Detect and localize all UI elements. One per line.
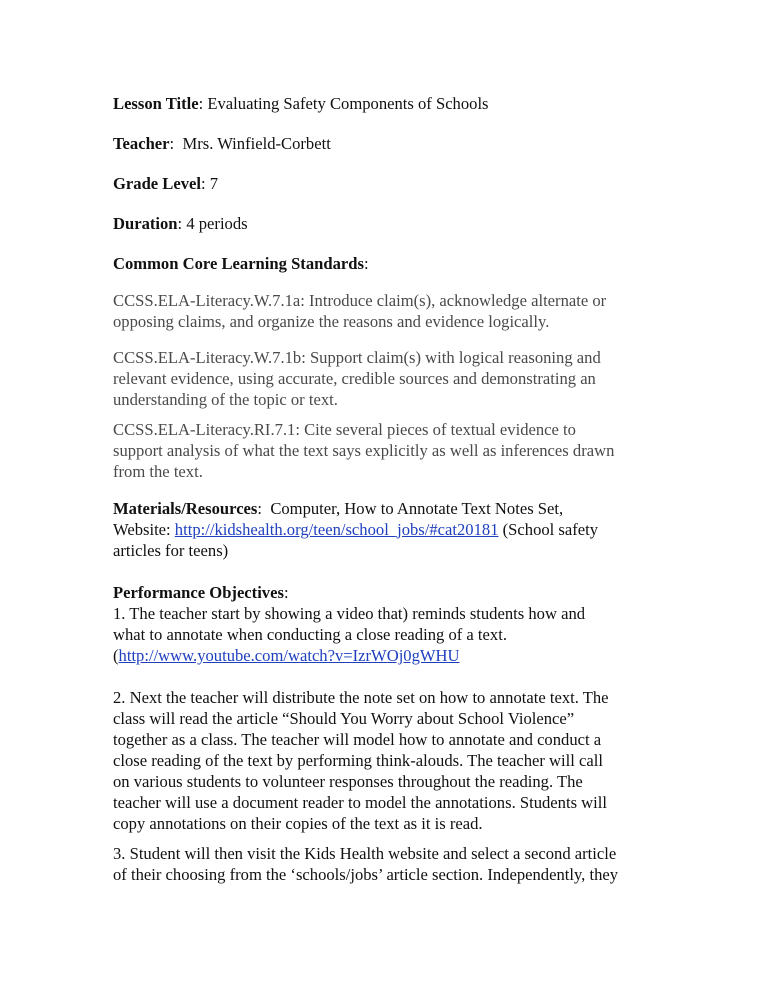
paren-open: ( bbox=[113, 646, 119, 665]
grade-level-value: 7 bbox=[209, 174, 219, 193]
standard-line: opposing claims, and organize the reasons and evidence logically. bbox=[113, 312, 550, 331]
colon: : bbox=[201, 174, 210, 193]
grade-level-line bbox=[113, 173, 218, 194]
objective-line: on various students to volunteer responses throughout the reading. The bbox=[113, 772, 583, 791]
colon: : bbox=[257, 499, 271, 518]
materials-line-1 bbox=[113, 498, 563, 519]
standard-line: relevant evidence, using accurate, credible sources and demonstrating an bbox=[113, 369, 596, 388]
objective-line: class will read the article “Should You Worry about School Violence” bbox=[113, 709, 575, 728]
duration-line bbox=[113, 213, 248, 234]
grade-level-label: Grade Level bbox=[113, 174, 202, 193]
objective-line: together as a class. The teacher will model how to annotate and conduct a bbox=[113, 730, 602, 749]
objective-line bbox=[113, 645, 460, 666]
standard-line: CCSS.ELA-Literacy.W.7.1b: Support claim(s) with logical reasoning and bbox=[113, 348, 601, 367]
teacher-value: Mrs. Winfield-Corbett bbox=[182, 134, 331, 153]
standard-line: CCSS.ELA-Literacy.W.7.1a: Introduce claim(s), acknowledge alternate or bbox=[113, 291, 607, 310]
teacher-line bbox=[113, 133, 331, 154]
objective-line: 2. Next the teacher will distribute the note set on how to annotate text. The bbox=[113, 688, 609, 707]
materials-line-3: articles for teens) bbox=[113, 541, 229, 560]
standard-line: support analysis of what the text says explicitly as well as inferences drawn bbox=[113, 441, 615, 460]
standards-heading bbox=[113, 253, 369, 274]
objective-line: of their choosing from the ‘schools/jobs’ article section. Independently, they bbox=[113, 865, 619, 884]
duration-label: Duration bbox=[113, 214, 178, 233]
objective-line: 1. The teacher start by showing a video that) reminds students how and bbox=[113, 604, 586, 623]
kidshealth-link[interactable]: http://kidshealth.org/teen/school_jobs/#cat20181 bbox=[174, 520, 499, 539]
standards-label: Common Core Learning Standards bbox=[113, 254, 364, 273]
colon: : bbox=[363, 254, 369, 273]
teacher-label: Teacher bbox=[113, 134, 170, 153]
materials-line-2 bbox=[113, 519, 598, 540]
lesson-title-line bbox=[113, 93, 489, 114]
website-prefix: Website: bbox=[113, 520, 175, 539]
objectives-label: Performance Objectives bbox=[113, 583, 284, 602]
objectives-heading bbox=[113, 582, 289, 603]
objective-line: teacher will use a document reader to model the annotations. Students will bbox=[113, 793, 607, 812]
objective-line: close reading of the text by performing think-alouds. The teacher will call bbox=[113, 751, 603, 770]
colon: : bbox=[198, 94, 208, 113]
objective-line: 3. Student will then visit the Kids Health website and select a second article bbox=[113, 844, 617, 863]
objective-line: what to annotate when conducting a close reading of a text. bbox=[113, 625, 507, 644]
colon: : bbox=[283, 583, 289, 602]
youtube-link[interactable]: http://www.youtube.com/watch?v=IzrWOj0gWHU bbox=[118, 646, 460, 665]
website-suffix: (School safety bbox=[498, 520, 599, 539]
standard-line: understanding of the topic or text. bbox=[113, 390, 338, 409]
standard-line: from the text. bbox=[113, 462, 203, 481]
standard-line: CCSS.ELA-Literacy.RI.7.1: Cite several pieces of textual evidence to bbox=[113, 420, 576, 439]
objective-line: copy annotations on their copies of the text as it is read. bbox=[113, 814, 483, 833]
duration-value: 4 periods bbox=[186, 214, 248, 233]
colon: : bbox=[169, 134, 183, 153]
colon: : bbox=[177, 214, 187, 233]
lesson-title-label: Lesson Title bbox=[113, 94, 199, 113]
materials-label: Materials/Resources bbox=[113, 499, 258, 518]
lesson-title-value: Evaluating Safety Components of Schools bbox=[207, 94, 489, 113]
materials-text: Computer, How to Annotate Text Notes Set, bbox=[270, 499, 564, 518]
